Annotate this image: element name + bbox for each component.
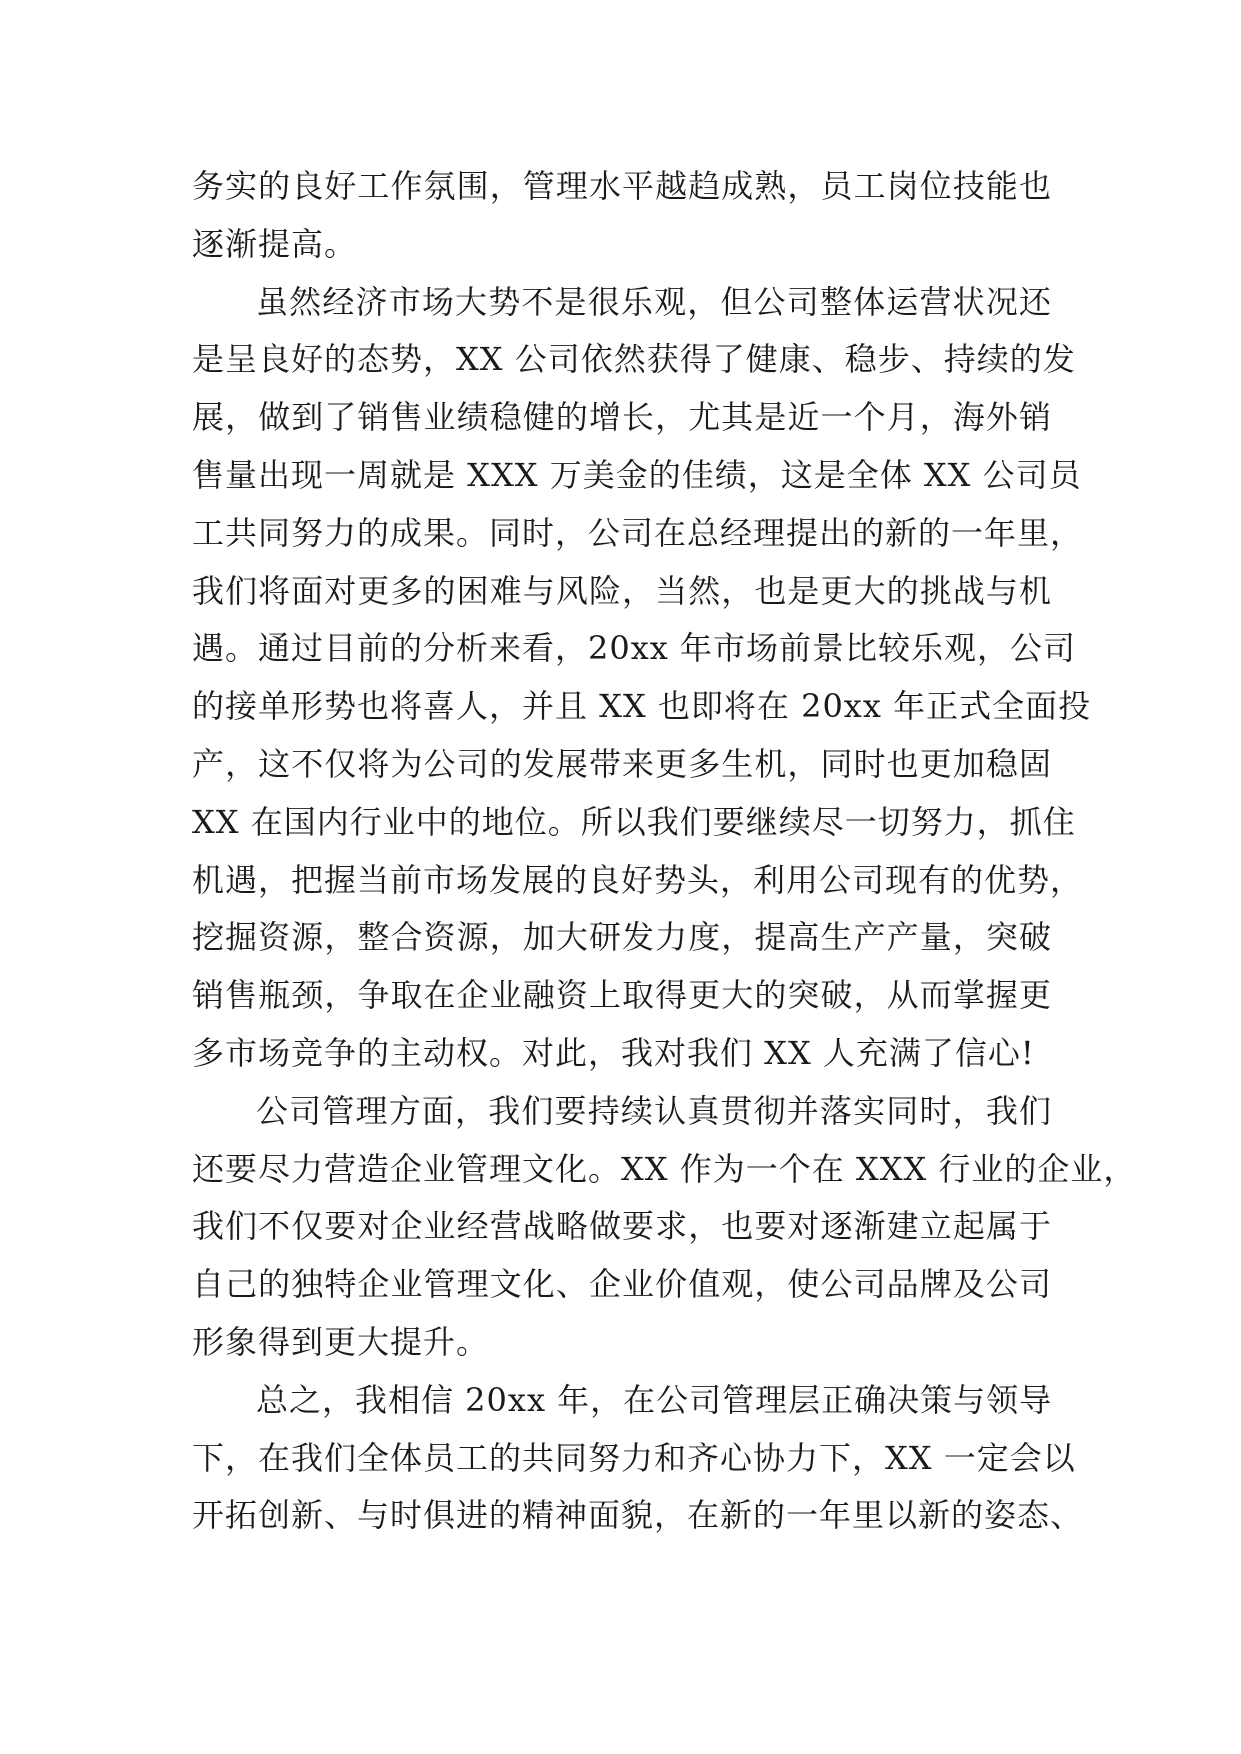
text-line: 开拓创新、与时俱进的精神面貌，在新的一年里以新的姿态、 [192, 1496, 1084, 1535]
text-line: 总之，我相信 20xx 年，在公司管理层正确决策与领导 [256, 1380, 1053, 1419]
text-line: 销售瓶颈，争取在企业融资上取得更大的突破，从而掌握更 [192, 976, 1052, 1015]
text-line: 虽然经济市场大势不是很乐观，但公司整体运营状况还 [256, 282, 1052, 321]
text-line: 展，做到了销售业绩稳健的增长，尤其是近一个月，海外销 [192, 398, 1052, 437]
text-line: 机遇，把握当前市场发展的良好势头，利用公司现有的优势， [192, 860, 1084, 899]
text-line: XX 在国内行业中的地位。所以我们要继续尽一切努力，抓住 [192, 802, 1076, 841]
text-line: 产，这不仅将为公司的发展带来更多生机，同时也更加稳固 [192, 744, 1052, 783]
text-line: 售量出现一周就是 XXX 万美金的佳绩，这是全体 XX 公司员 [192, 455, 1082, 494]
text-line: 我们不仅要对企业经营战略做要求，也要对逐渐建立起属于 [192, 1207, 1052, 1246]
text-line: 是呈良好的态势，XX 公司依然获得了健康、稳步、持续的发 [192, 340, 1076, 379]
text-line: 下，在我们全体员工的共同努力和齐心协力下，XX 一定会以 [192, 1438, 1076, 1477]
text-line: 务实的良好工作氛围，管理水平越趋成熟，员工岗位技能也 [192, 167, 1052, 205]
text-line: 还要尽力营造企业管理文化。XX 作为一个在 XXX 行业的企业， [192, 1149, 1137, 1188]
body-text [192, 158, 1137, 1545]
text-line: 逐渐提高。 [192, 224, 358, 263]
text-line: 工共同努力的成果。同时，公司在总经理提出的新的一年里， [192, 513, 1084, 552]
text-line: 形象得到更大提升。 [192, 1322, 490, 1361]
text-line: 多市场竞争的主动权。对此，我对我们 XX 人充满了信心! [192, 1033, 1035, 1072]
text-line: 我们将面对更多的困难与风险，当然，也是更大的挑战与机 [192, 571, 1052, 610]
text-line: 挖掘资源，整合资源，加大研发力度，提高生产产量，突破 [192, 918, 1052, 957]
text-line: 公司管理方面，我们要持续认真贯彻并落实同时，我们 [256, 1091, 1052, 1130]
text-line: 自己的独特企业管理文化、企业价值观，使公司品牌及公司 [192, 1265, 1052, 1304]
text-line: 遇。通过目前的分析来看，20xx 年市场前景比较乐观，公司 [192, 629, 1076, 668]
text-line: 的接单形势也将喜人，并且 XX 也即将在 20xx 年正式全面投 [192, 687, 1092, 726]
